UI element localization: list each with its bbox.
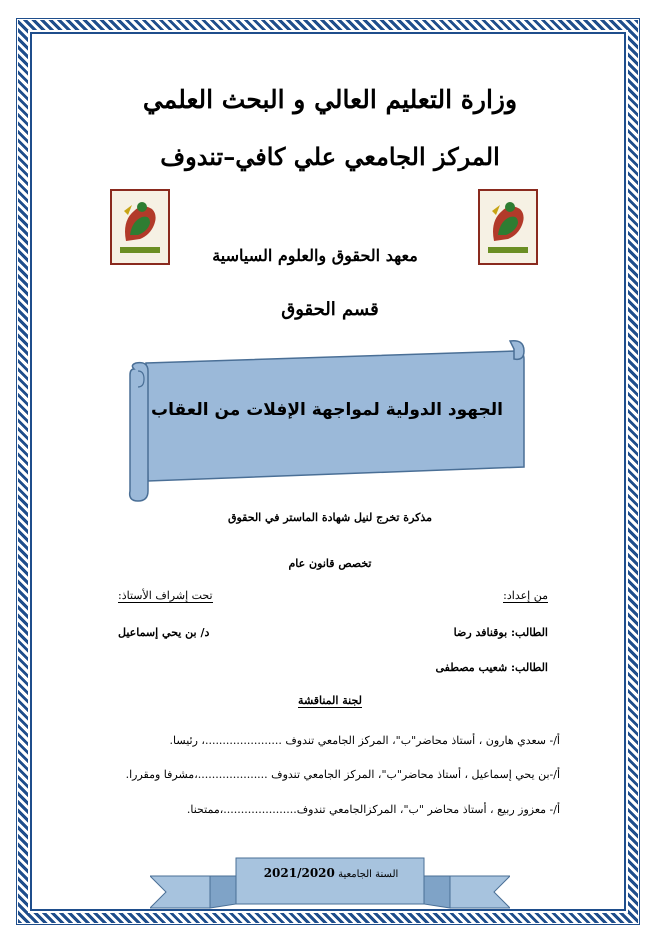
title-scroll-banner [126,335,526,505]
department-title: قسم الحقوق [281,299,379,320]
academic-year-label: السنة الجامعية [338,869,399,880]
committee-label [265,694,395,707]
academic-year-value: 2021/2020 [263,866,335,880]
academic-year [236,866,426,880]
institute-title: معهد الحقوق والعلوم السياسية [212,246,418,265]
ministry-title: وزارة التعليم العالي و البحث العلمي [142,85,518,114]
committee-member: أ/-بن يحي إسماعيل ، أستاذ محاضر"ب"، المركز الجامعي تندوف ....................،مشرفا ومقررا. [125,768,560,781]
student-name-2: الطالب: شعيب مصطفى [435,661,548,674]
supervision-label: تحت إشراف الأستاذ: [118,589,213,602]
center-title: المركز الجامعي علي كافي–تندوف [160,142,500,171]
academic-year-ribbon [150,856,510,912]
university-logo-right [478,189,538,265]
logo-emblem-icon [112,191,168,263]
student-name-1: الطالب: بوقنافد رضا [453,626,548,639]
thesis-purpose: مذكرة تخرج لنيل شهادة الماستر في الحقوق [227,511,433,524]
thesis-specialty: تخصص قانون عام [288,557,372,570]
prepared-by-label: من إعداد: [503,589,548,602]
thesis-title: الجهود الدولية لمواجهة الإفلات من العقاب [151,400,503,420]
university-logo-left [110,189,170,265]
committee-member: أ/- معزوز ربيع ، أستاذ محاضر "ب"، المركزالجامعي تندوف.....................،ممتحنا. [186,803,560,816]
committee-member: أ/- سعدي هارون ، أستاذ محاضر"ب"، المركز الجامعي تندوف ......................، رئيسا. [169,734,560,747]
logo-emblem-icon [480,191,536,263]
supervisor-name: د/ بن يحي إسماعيل [118,626,210,639]
committee-label-text: لجنة المناقشة [298,694,362,707]
